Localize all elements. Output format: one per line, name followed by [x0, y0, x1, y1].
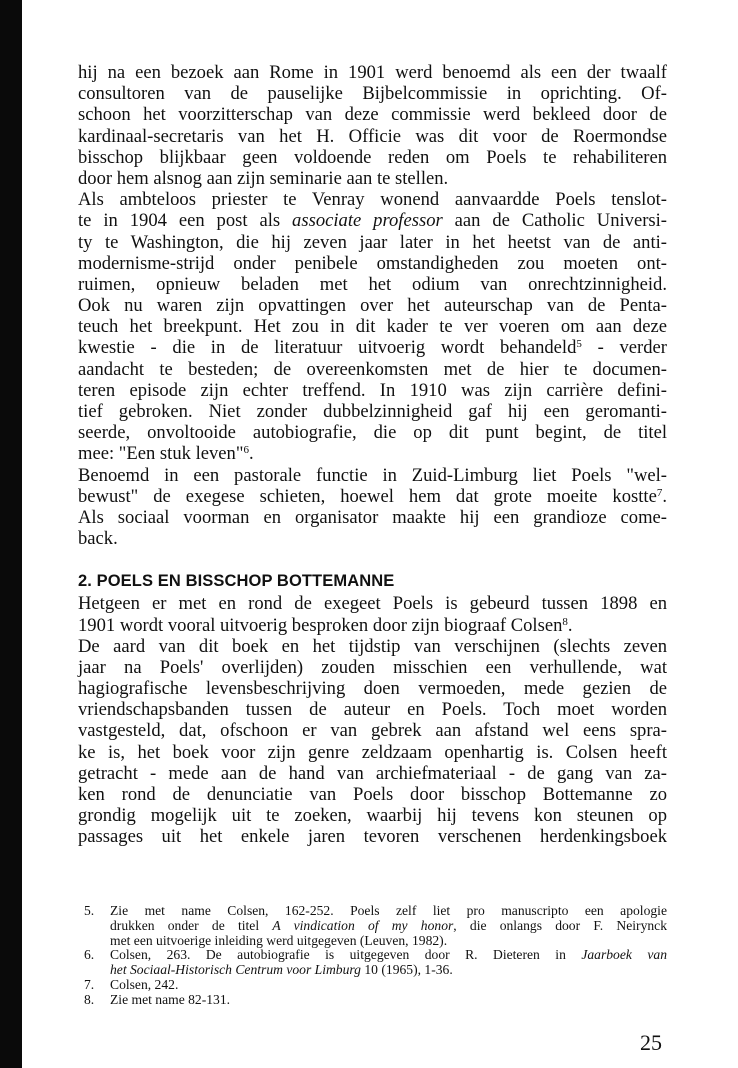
text-run: teren episode zijn echter treffend. In 1910 was zijn carrière defini- [78, 379, 667, 401]
footnote-line [110, 948, 667, 963]
footnote-number: 8. [84, 991, 95, 1007]
body-text [78, 62, 667, 848]
footnote-text [110, 993, 667, 1008]
text-run: ken rond de denunciatie van Poels door bisschop Bottemanne zo [78, 784, 667, 805]
text-run: passages uit het enkele jaren tevoren verschenen herdenkingsboek [78, 826, 667, 848]
footnote-ref: 7 [656, 486, 663, 499]
footnote-number: 6. [84, 947, 95, 963]
text-line [78, 147, 667, 168]
text-line [78, 126, 667, 147]
text-line [78, 189, 667, 210]
text-line [78, 742, 667, 763]
footnote-text [110, 948, 667, 978]
text-run: hij na een bezoek aan Rome in 1901 werd benoemd als een der twaalf [78, 62, 667, 83]
text-run: aan de Catholic Universi- [442, 210, 667, 232]
footnote-ref: 6 [243, 444, 249, 457]
footnote-number: 5. [84, 903, 95, 918]
section-heading: 2. POELS EN BISSCHOP BOTTEMANNE [78, 572, 395, 591]
text-line [78, 763, 667, 784]
italic-text: Jaarboek van [581, 947, 667, 963]
italic-text: associate professor [292, 210, 443, 232]
text-line [78, 359, 667, 380]
text-run: . [662, 485, 667, 507]
text-run: vriendschapsbanden tussen de auteur en Poels. Toch moet worden [78, 699, 667, 721]
paragraph [78, 465, 667, 550]
text-line [78, 62, 667, 83]
text-run: Benoemd in een pastorale functie in Zuid-Limburg liet Poels "wel- [78, 464, 667, 486]
text-run: jaar na Poels' overlijden) zouden misschien een verhullende, wat [78, 656, 667, 678]
scan-edge-bar [0, 0, 22, 1068]
text-line [78, 720, 667, 741]
text-line [78, 232, 667, 253]
text-run: ruimen, opnieuw beladen met het odium van onrechtzinnigheid. [78, 273, 667, 295]
text-run: Hetgeen er met en rond de exegeet Poels is gebeurd tussen 1898 en [78, 593, 667, 615]
text-line [78, 636, 667, 657]
text-run: Zie met name Colsen, 162-252. Poels zelf liet pro manuscripto een apologie [110, 903, 667, 918]
footnote-line [110, 934, 667, 949]
italic-text: het Sociaal-Historisch Centrum voor Limburg [110, 962, 361, 978]
text-run: consultoren van de pauselijke Bijbelcommissie in oprichting. Of- [78, 83, 667, 105]
text-run: 1901 wordt vooral uitvoerig besproken door zijn biograaf Colsen [78, 614, 563, 636]
page-number: 25 [640, 1030, 662, 1055]
text-line [78, 507, 667, 528]
text-run: seerde, onvoltooide autobiografie, die op dit punt begint, de titel [78, 422, 667, 444]
text-run: Als sociaal voorman en organisator maakte hij een grandioze come- [78, 506, 667, 528]
footnote-number: 7. [84, 976, 95, 992]
text-run: kardinaal-secretaris van het H. Officie was dit voor de Roermondse [78, 125, 667, 147]
footnotes [84, 904, 667, 1008]
text-run: Zie met name 82-131. [110, 991, 231, 1007]
text-line [78, 295, 667, 316]
text-run: hagiografische levensbeschrijving doen vermoeden, mede gezien de [78, 678, 667, 700]
text-line [78, 316, 667, 337]
text-run: - verder [581, 337, 667, 359]
text-run: Colsen, 263. De autobiografie is uitgegeven door R. Dieteren in [110, 947, 582, 963]
footnote [84, 948, 667, 978]
section-1 [78, 62, 667, 549]
text-run: , die onlangs door F. Neirynck [453, 917, 667, 933]
text-line [78, 657, 667, 678]
text-run: back. [78, 528, 118, 550]
footnote-line [110, 978, 667, 993]
text-run: door hem alsnog aan zijn seminarie aan te stellen. [78, 167, 449, 189]
text-run: kwestie - die in de literatuur uitvoerig wordt behandeld [78, 337, 577, 359]
text-run: De aard van dit boek en het tijdstip van verschijnen (slechts zeven [78, 635, 667, 657]
paragraph [78, 593, 667, 635]
text-line [78, 678, 667, 699]
text-run: . [567, 614, 573, 636]
text-run: mee: "Een stuk leven" [78, 443, 244, 465]
text-run: . [248, 443, 254, 465]
text-run: met een uitvoerige inleiding werd uitgegeven (Leuven, 1982). [110, 932, 448, 948]
text-line [78, 253, 667, 274]
text-line [78, 699, 667, 720]
text-line [78, 337, 667, 358]
footnote-ref: 5 [576, 338, 582, 351]
text-line [78, 528, 667, 549]
footnote-ref: 8 [562, 615, 568, 628]
section-2 [78, 593, 667, 847]
text-run: aandacht te besteden; de overeenkomsten met de hier te documen- [78, 358, 667, 380]
text-run: getracht - mede aan de hand van archiefmateriaal - de gang van za- [78, 762, 667, 784]
text-line [78, 784, 667, 805]
text-run: drukken onder de titel [110, 917, 273, 933]
text-line [78, 805, 667, 826]
text-line [78, 274, 667, 295]
text-line [78, 83, 667, 104]
text-run: Colsen, 242. [110, 976, 179, 992]
paragraph [78, 62, 667, 189]
text-line [78, 210, 667, 231]
text-line [78, 615, 667, 636]
text-run: schoon het voorzitterschap van deze commissie werd bekleed door de [78, 104, 667, 126]
text-run: Als ambteloos priester te Venray wonend aanvaardde Poels tenslot- [78, 189, 667, 211]
footnote-text [110, 978, 667, 993]
text-run: ty te Washington, die hij zeven jaar later in het heetst van de anti- [78, 231, 667, 253]
footnote [84, 993, 667, 1008]
text-run: bewust" de exegese schieten, hoewel hem dat grote moeite kostte [78, 485, 657, 507]
footnote-line [110, 904, 667, 919]
text-run: teuch het breekpunt. Het zou in dit kader te ver voeren om aan deze [78, 316, 667, 338]
paragraph [78, 636, 667, 848]
text-line [78, 422, 667, 443]
footnote-text [110, 904, 667, 948]
footnote-line [110, 919, 667, 934]
paragraph [78, 189, 667, 464]
text-line [78, 104, 667, 125]
text-line [78, 465, 667, 486]
text-run: modernisme-strijd onder penibele omstandigheden zou moeten ont- [78, 252, 667, 274]
text-line [78, 826, 667, 847]
footnote-line [110, 963, 667, 978]
text-line [78, 443, 667, 464]
italic-text: A vindication of my honor [272, 917, 454, 933]
text-line [78, 168, 667, 189]
text-run: Ook nu waren zijn opvattingen over het auteurschap van de Penta- [78, 295, 667, 317]
footnote [84, 904, 667, 948]
text-run: tief gebroken. Niet zonder dubbelzinnigheid gaf hij een geromanti- [78, 401, 667, 422]
text-run: 10 (1965), 1-36. [360, 962, 453, 978]
text-line [78, 486, 667, 507]
text-run: ke is, het boek voor zijn genre zeldzaam openhartig is. Colsen heeft [78, 741, 667, 763]
text-line [78, 380, 667, 401]
text-run: te in 1904 een post als [78, 210, 293, 232]
text-line [78, 401, 667, 422]
footnote [84, 978, 667, 993]
text-line [78, 593, 667, 614]
footnote-line [110, 993, 667, 1008]
text-run: bisschop blijkbaar geen voldoende reden om Poels te rehabiliteren [78, 146, 667, 168]
text-run: vastgesteld, dat, ofschoon er van gebrek aan afstand wel eens spra- [78, 720, 667, 742]
text-run: grondig mogelijk uit te zoeken, waarbij hij tevens kon steunen op [78, 805, 667, 827]
